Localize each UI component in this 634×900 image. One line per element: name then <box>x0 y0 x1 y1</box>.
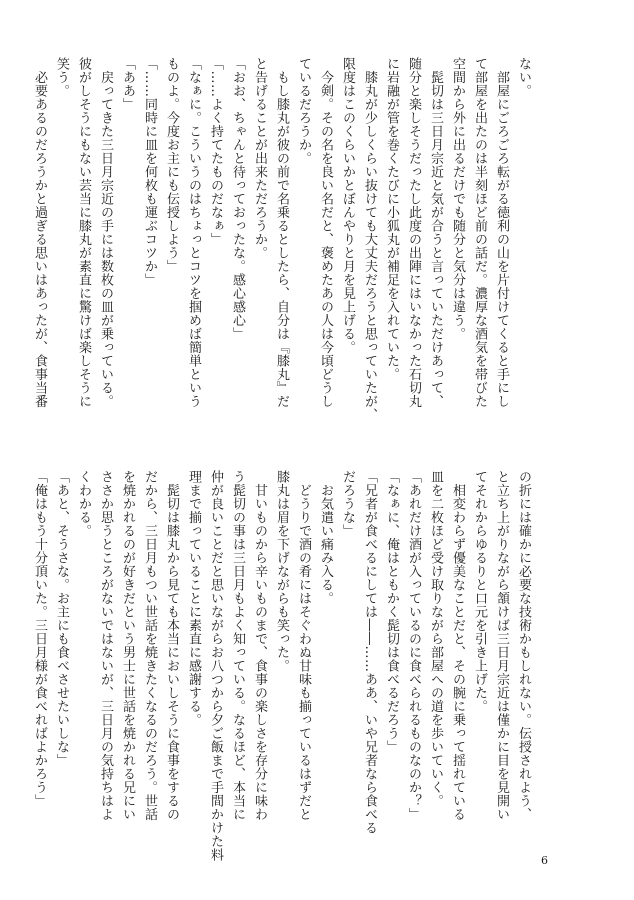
text-line: 「おお、ちゃんと待っておったな。感心感心」 <box>230 57 245 341</box>
text-line: 「ああ」 <box>120 57 135 111</box>
text-block-top <box>32 57 534 437</box>
text-line: 部屋にごろごろ転がる徳利の山を片付けてくると手にし <box>494 57 509 408</box>
text-line: て部屋を出たのは半刻ほど前の話だ。濃厚な酒気を帯びた <box>472 57 487 408</box>
text-line: 「兄者が食べるにしては――……ああ、いや兄者なら食べる <box>362 470 377 835</box>
text-line: の折には確かに必要な技術かもしれない。伝授されよう、 <box>516 470 531 821</box>
text-line: 「……同時に皿を何枚も運ぶコツか」 <box>142 57 157 287</box>
text-line: ささか思うところがないではないが、三日月の気持ちはよ <box>98 470 113 821</box>
text-line: 「……よく持てたものだなぁ」 <box>208 57 223 246</box>
text-line: だから、三日月もつい世話を焼きたくなるのだろう。世話 <box>142 470 157 821</box>
text-line: どうりで酒の肴にはそぐわぬ甘味も揃っているはずだと <box>296 470 311 821</box>
text-line: う髭切の事は三日月もよく知っている。なるほど、本当に <box>230 470 245 821</box>
text-line: 今剣。その名を良い名だと、褒めたあの人は今頃どうし <box>318 57 333 408</box>
text-line: と告げることが出来ただろうか。 <box>252 57 267 260</box>
text-line: 「なぁに、俺はともかく髭切は食べるだろう」 <box>384 470 399 754</box>
text-line: と立ち上がりながら頷けば三日月宗近は僅かに目を見開い <box>494 470 509 821</box>
text-line: に岩融が管を巻くたびに小狐丸が補足を入れていた。 <box>384 57 399 381</box>
text-line: 膝丸は眉を下げながらも笑った。 <box>274 470 289 673</box>
text-line: 理まで揃っていることに素直に感謝する。 <box>186 470 201 727</box>
text-line: 「あと、そうさな。お主にも食べさせたいしな」 <box>54 470 69 767</box>
text-line: ものよ。今度お主にも伝授しよう」 <box>164 57 179 273</box>
text-line: 「俺はもう十分頂いた。三日月様が食べればよかろう」 <box>32 470 47 808</box>
text-line: 戻ってきた三日月宗近の手には数枚の皿が乗っている。 <box>98 57 113 408</box>
text-block-bottom <box>32 470 534 862</box>
text-line: 「なぁに。こういうのはちょっとコツを掴めば簡単という <box>186 57 201 408</box>
text-line: 仲が良いことだと思いながらお八つから夕ご飯まで手間かけた料 <box>208 470 223 862</box>
text-line: 相変わらず優美なことだと、その腕に乗って揺れている <box>450 470 465 821</box>
text-line: 随分と楽しそうだったし此度の出陣にはいなかった石切丸 <box>406 57 421 408</box>
text-line: くわかる。 <box>76 470 91 538</box>
text-line: てそれからゆるりと口元を引き上げた。 <box>472 470 487 713</box>
text-line: 「あれだけ酒が入っているのに食べられるものなのか？」 <box>406 470 421 821</box>
text-line: を焼かれるのが好きだという男士に世話を焼かれる兄にい <box>120 470 135 821</box>
text-line: 必要あるのだろうかと過ぎる思いはあったが、食事当番 <box>32 57 47 408</box>
text-line: だろうな」 <box>340 470 355 538</box>
text-line: 膝丸が少しくらい抜けても大丈夫だろうと思っていたが、 <box>362 57 377 422</box>
text-line: 空間から外に出るだけでも随分と気分は違う。 <box>450 57 465 341</box>
text-line: 甘いものから辛いものまで、食事の楽しさを存分に味わ <box>252 470 267 821</box>
text-line: 笑う。 <box>54 57 69 98</box>
text-line: 彼がしそうにもない芸当に膝丸が素直に驚けば楽しそうに <box>76 57 91 408</box>
text-line: 髭切は三日月宗近と気が合うと言っていただけあって、 <box>428 57 443 408</box>
text-line: ない。 <box>516 57 531 98</box>
text-line: もし膝丸が彼の前で名乗るとしたら、自分は『膝丸』だ <box>274 57 289 408</box>
page-number: 6 <box>541 854 548 867</box>
text-line: お気遣い痛み入る。 <box>318 470 333 605</box>
text-line: 皿を二枚ほど受け取りながら部屋への道を歩いていく。 <box>428 470 443 808</box>
text-line: 限度はこのくらいかとぼんやりと月を見上げる。 <box>340 57 355 354</box>
text-line: ているだろうか。 <box>296 57 311 165</box>
text-line: 髭切は膝丸から見ても本当においしそうに食事をするの <box>164 470 179 821</box>
